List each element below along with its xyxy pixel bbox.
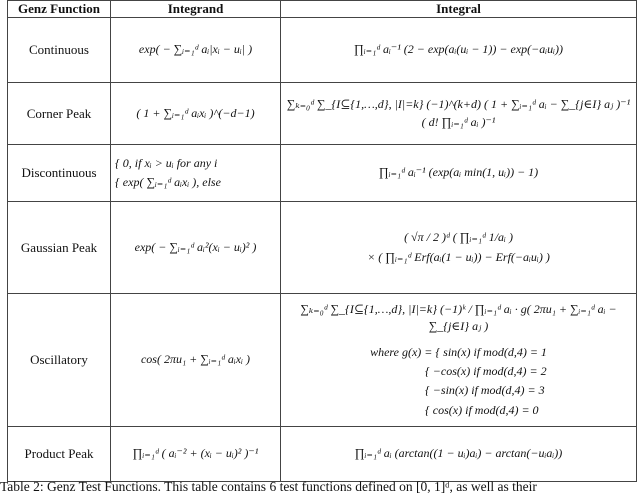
integrand-cell [111,294,281,427]
header-integral: Integral [281,1,637,18]
table-row [8,294,637,427]
integrand-formula: exp( − ∑ᵢ₌₁ᵈ aᵢ|xᵢ − uᵢ| ) [138,42,253,57]
genz-table [7,0,637,482]
integral-formula: ∑ₖ₌₀ᵈ ∑_{I⊆{1,…,d}, |I|=k} (−1)ᵏ / ∏ᵢ₌₁ᵈ aᵢ · g( 2πu₁ + ∑ᵢ₌₁ᵈ aᵢ − ∑_{j∈I} aⱼ ) [300,301,617,334]
integrand-formula: ( 1 + ∑ᵢ₌₁ᵈ aᵢxᵢ )^(−d−1) [136,105,255,120]
integral-formula: { −cos(x) if mod(d,4) = 2 [425,364,547,378]
function-name: Continuous [8,18,111,83]
integrand-formula: exp( − ∑ᵢ₌₁ᵈ aᵢ²(xᵢ − uᵢ)² ) [134,239,257,254]
integral-formula: ∑ₖ₌₀ᵈ ∑_{I⊆{1,…,d}, |I|=k} (−1)^(k+d) ( 1 + ∑ᵢ₌₁ᵈ aᵢ − ∑_{j∈I} aⱼ )⁻¹ ( d! ∏ᵢ₌₁ᵈ aᵢ )⁻¹ [286,97,631,129]
integral-cell [281,18,637,83]
function-name: Product Peak [8,427,111,482]
integrand-cell [111,427,281,482]
header-genz-function: Genz Function [8,1,111,18]
integral-formula: where g(x) = { sin(x) if mod(d,4) = 1 [370,344,547,359]
integrand-cell [111,83,281,145]
table-row [8,18,637,83]
table-row [8,145,637,202]
integral-cell [281,427,637,482]
integral-formula: ∏ᵢ₌₁ᵈ aᵢ (arctan((1 − uᵢ)aᵢ) − arctan(−uᵢaᵢ)) [354,446,563,461]
table-caption: Table 2: Genz Test Functions. This table contains 6 test functions defined on [0, 1]ᵈ, as well as their [0,479,537,494]
header-row [8,1,637,18]
function-name: Oscillatory [8,294,111,427]
integral-cell [281,145,637,202]
table-row [8,83,637,145]
integral-formula: ∏ᵢ₌₁ᵈ aᵢ⁻¹ (2 − exp(aᵢ(uᵢ − 1)) − exp(−aᵢuᵢ)) [353,42,564,57]
integrand-formula: cos( 2πu₁ + ∑ᵢ₌₁ᵈ aᵢxᵢ ) [140,352,251,367]
integral-formula: ∏ᵢ₌₁ᵈ aᵢ⁻¹ (exp(aᵢ min(1, uᵢ)) − 1) [378,165,539,180]
integral-cell [281,294,637,427]
table-row [8,202,637,294]
header-integrand: Integrand [111,1,281,18]
integrand-formula: ∏ᵢ₌₁ᵈ ( aᵢ⁻² + (xᵢ − uᵢ)² )⁻¹ [132,446,259,461]
integral-formula: { −sin(x) if mod(d,4) = 3 [425,383,545,398]
integral-cell [281,83,637,145]
function-name: Discontinuous [8,145,111,202]
function-name: Corner Peak [8,83,111,145]
integral-formula: ( √π / 2 )ᵈ ( ∏ᵢ₌₁ᵈ 1/aᵢ ) [404,230,513,245]
integral-formula: × ( ∏ᵢ₌₁ᵈ Erf(aᵢ(1 − uᵢ)) − Erf(−aᵢuᵢ) ) [367,249,550,264]
table-row [8,427,637,482]
integral-cell [281,202,637,294]
integrand-cell [111,145,281,202]
integrand-formula: { exp( ∑ᵢ₌₁ᵈ aᵢxᵢ ), else [115,175,221,189]
function-name: Gaussian Peak [8,202,111,294]
integrand-formula: { 0, if xᵢ > uᵢ for any i [115,155,218,170]
integrand-cell [111,202,281,294]
integral-formula: { cos(x) if mod(d,4) = 0 [425,402,539,417]
integrand-cell [111,18,281,83]
